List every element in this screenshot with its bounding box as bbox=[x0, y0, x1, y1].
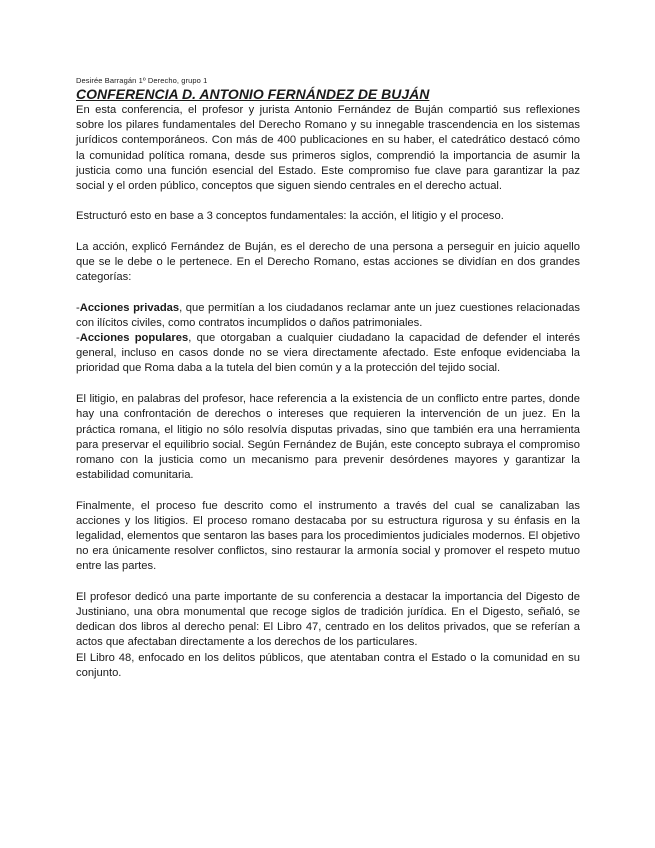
paragraph-spacer bbox=[76, 194, 580, 209]
paragraph-spacer bbox=[76, 377, 580, 393]
term-acciones-privadas: Acciones privadas bbox=[79, 301, 180, 314]
list-bullet: - bbox=[76, 301, 80, 314]
list-bullet: - bbox=[76, 332, 80, 344]
paragraph-intro: En esta conferencia, el profesor y jurista Antonio Fernández de Buján compartió sus reflexiones sobre los pilares fundamentales del Derecho Romano y su innegable trascendencia en los sistemas jurídicos contemporáneos. Con más de 400 publicaciones en su haber, el catedrático destacó cómo la comunidad política romana, desde sus primeros siglos, comprendió la importancia de asumir la justicia como una función esencial del Estado. Este compromiso fue clave para garantizar la paz social y el orden público, conceptos que siguen siendo centrales en el derecho actual. bbox=[76, 104, 580, 193]
paragraph-litigio: El litigio, en palabras del profesor, hace referencia a la existencia de un conflicto entre partes, donde hay una confrontación de derechos o intereses que requieren la intervención de un juez. En la práctica romana, el litigio no sólo resolvía disputas privadas, sino que también era una herramienta para preservar el equilibrio social. Según Fernández de Buján, este concepto subraya el compromiso romano con la justicia como un mecanismo para prevenir desórdenes mayores y garantizar la estabilidad comunitaria. bbox=[76, 393, 580, 482]
list-item-acciones-populares bbox=[76, 331, 580, 377]
document-title: CONFERENCIA D. ANTONIO FERNÁNDEZ DE BUJÁN bbox=[76, 86, 430, 102]
paragraph-proceso: Finalmente, el proceso fue descrito como el instrumento a través del cual se canalizaban las acciones y los litigios. El proceso romano destacaba por su estructura rigurosa y su énfasis en la legalidad, elementos que sentaron las bases para los procedimientos judiciales modernos. El objetivo no era únicamente resolver conflictos, sino restaurar la armonía social y promover el respeto mutuo entre las partes. bbox=[76, 499, 580, 573]
author-line: Desirée Barragán 1º Derecho, grupo 1 bbox=[76, 76, 208, 85]
term-acciones-populares: Acciones populares bbox=[79, 332, 189, 344]
list-item-acciones-privadas bbox=[76, 301, 580, 331]
list-item-text: , que otorgaban a cualquier ciudadano la capacidad de defender el interés general, incluso en casos donde no se viera directamente afectado. Este enfoque evidenciaba la prioridad que Roma daba a la tutela del bien común y a la protección del tejido social. bbox=[76, 332, 580, 375]
paragraph-spacer bbox=[76, 483, 580, 498]
paragraph-concepts: Estructuró esto en base a 3 conceptos fundamentales: la acción, el litigio y el proceso. bbox=[76, 210, 504, 223]
paragraph-spacer bbox=[76, 575, 580, 590]
paragraph-libro-48: El Libro 48, enfocado en los delitos públicos, que atentaban contra el Estado o la comunidad en su conjunto. bbox=[76, 651, 580, 679]
list-item-text: , que permitían a los ciudadanos reclamar ante un juez cuestiones relacionadas con ilícitos civiles, como contratos incumplidos o daños patrimoniales. bbox=[76, 301, 580, 329]
document-page bbox=[76, 76, 580, 681]
paragraph-spacer bbox=[76, 285, 580, 300]
paragraph-digesto: El profesor dedicó una parte importante de su conferencia a destacar la importancia del Digesto de Justiniano, una obra monumental que recoge siglos de tradición jurídica. En el Digesto, señaló, se dedican dos libros al derecho penal: El Libro 47, centrado en los delitos privados, que se referían a actos que afectaban directamente a los derechos de los particulares. bbox=[76, 590, 580, 649]
paragraph-spacer bbox=[76, 225, 580, 240]
paragraph-accion: La acción, explicó Fernández de Buján, es el derecho de una persona a perseguir en juicio aquello que se le debe o le pertenece. En el Derecho Romano, estas acciones se dividían en dos grandes categorías: bbox=[76, 240, 580, 284]
